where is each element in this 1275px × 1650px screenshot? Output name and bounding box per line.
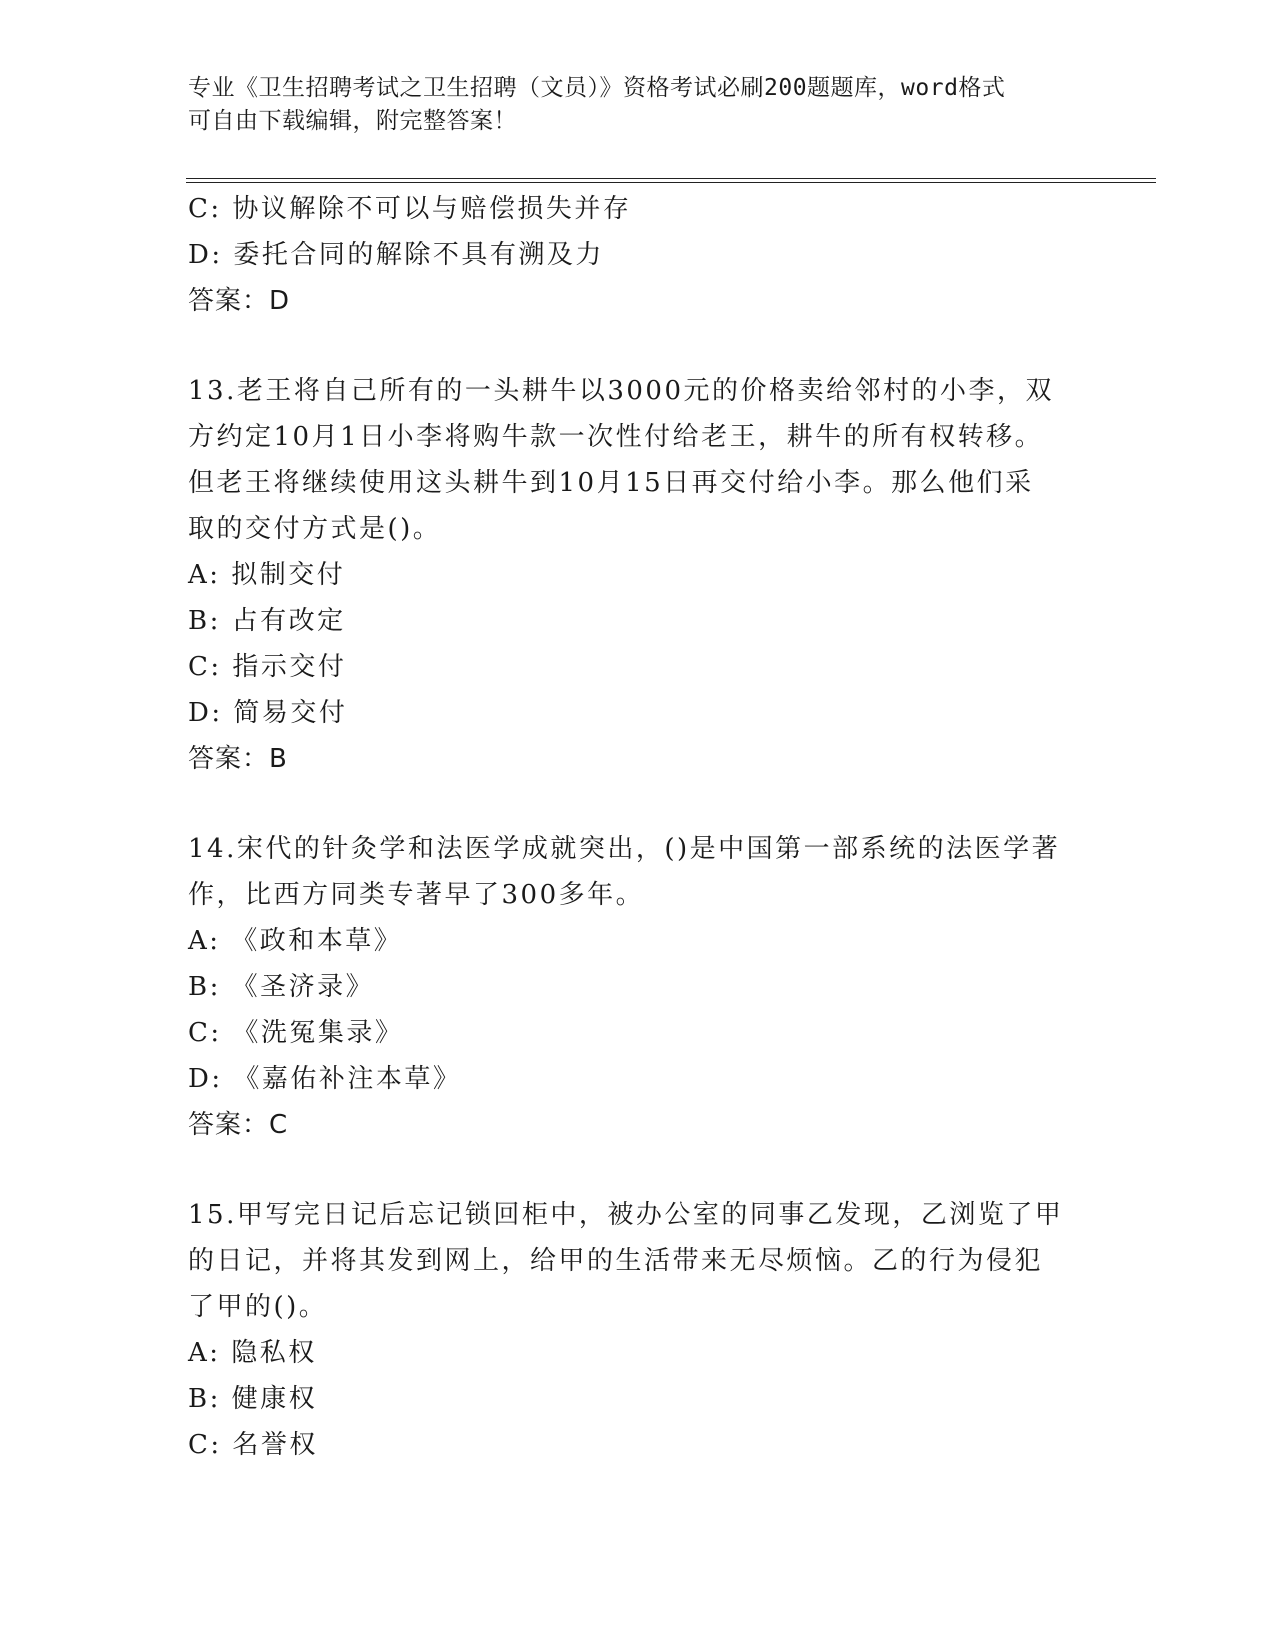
document-header [188,72,1078,138]
question-text-line: 13.老王将自己所有的一头耕牛以3000元的价格卖给邻村的小李，双 [188,376,1055,406]
question-text-line: 14.宋代的针灸学和法医学成就突出，()是中国第一部系统的法医学著 [188,834,1061,864]
option-a: A: 拟制交付 [188,560,346,590]
question-15 [188,1192,1088,1468]
option-d: D: 《嘉佑补注本草》 [188,1064,462,1094]
answer: 答案：C [188,1110,289,1140]
option-b: B: 健康权 [188,1384,318,1414]
header-line-1: 专业《卫生招聘考试之卫生招聘（文员）》资格考试必刷200题题库，word格式 [188,75,1006,101]
question-text-line: 了甲的()。 [188,1292,328,1322]
header-rule-bottom [186,182,1156,183]
question-text-line: 方约定10月1日小李将购牛款一次性付给老王，耕牛的所有权转移。 [188,422,1044,452]
option-c: C: 《洗冤集录》 [188,1018,404,1048]
option-b: B: 占有改定 [188,606,346,636]
option-b: B: 《圣济录》 [188,972,375,1002]
question-text-line: 15.甲写完日记后忘记锁回柜中，被办公室的同事乙发现，乙浏览了甲 [188,1200,1064,1230]
question-text-line: 的日记，并将其发到网上，给甲的生活带来无尽烦恼。乙的行为侵犯 [188,1246,1044,1276]
option-c: C: 名誉权 [188,1430,318,1460]
header-rule-top [186,178,1156,179]
option-c: C: 指示交付 [188,652,347,682]
question-text-line: 但老王将继续使用这头耕牛到10月15日再交付给小李。那么他们采 [188,468,1034,498]
question-text-line: 取的交付方式是()。 [188,514,442,544]
question-text-line: 作，比西方同类专著早了300多年。 [188,880,645,910]
option-a: A: 《政和本草》 [188,926,403,956]
answer: 答案：D [188,286,291,316]
header-line-2: 可自由下载编辑，附完整答案！ [188,108,517,134]
option-a: A: 隐私权 [188,1338,317,1368]
question-13 [188,368,1088,782]
question-14 [188,826,1088,1148]
answer: 答案：B [188,744,288,774]
option-c: C: 协议解除不可以与赔偿损失并存 [188,194,632,224]
document-body [188,186,1088,1468]
option-d: D: 委托合同的解除不具有溯及力 [188,240,604,270]
question-12-tail [188,186,1088,324]
option-d: D: 简易交付 [188,698,348,728]
